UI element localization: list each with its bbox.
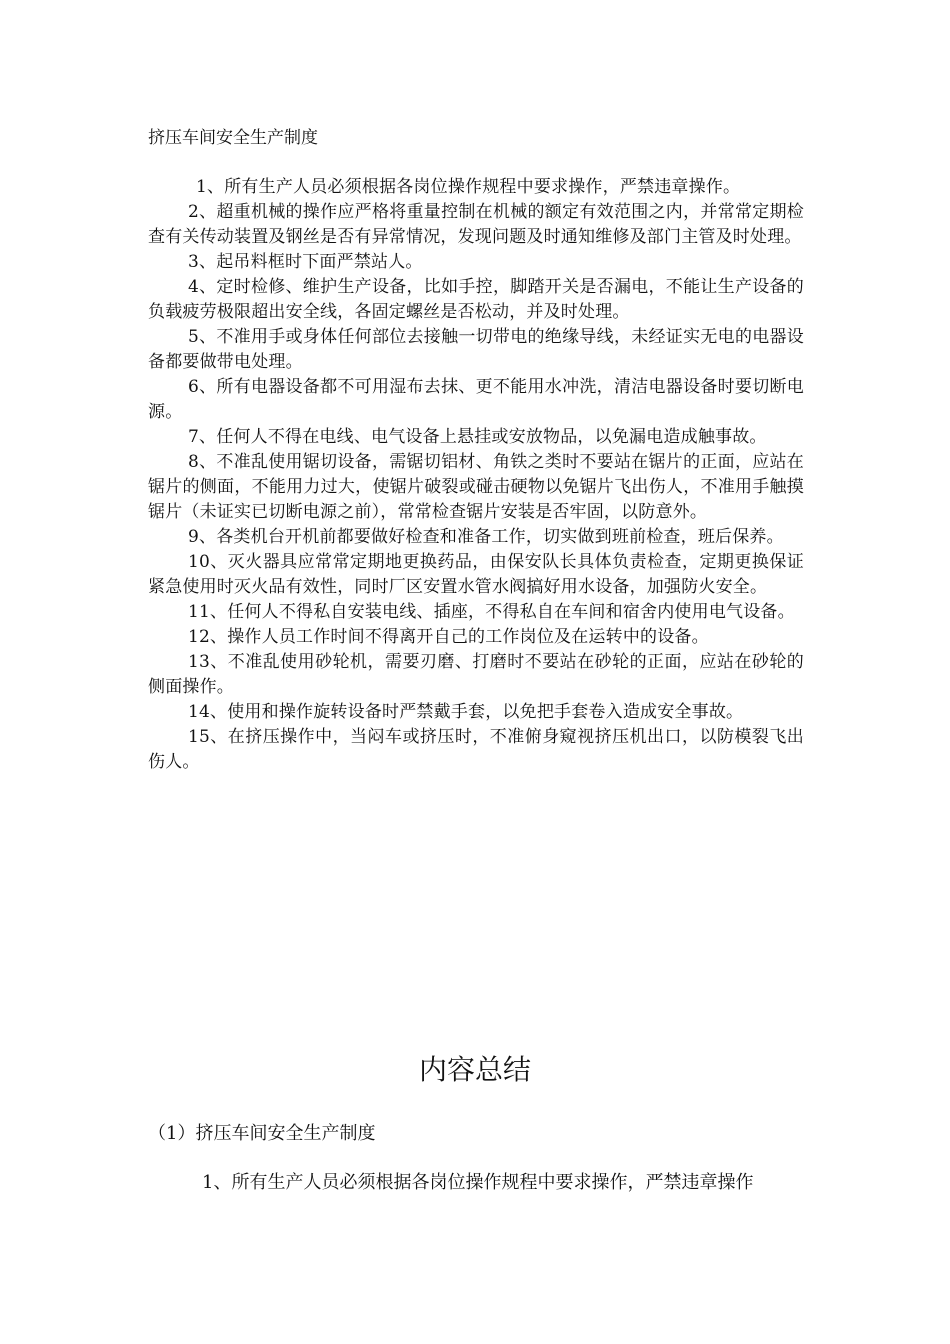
rule-item-9: 9、各类机台开机前都要做好检查和准备工作，切实做到班前检查，班后保养。	[188, 527, 784, 547]
summary-paragraph: 1、所有生产人员必须根据各岗位操作规程中要求操作，严禁违章操作	[202, 1172, 754, 1193]
rule-item-4: 4、定时检修、维护生产设备，比如手控，脚踏开关是否漏电，不能让生产设备的负载疲劳极限超出安全线，各固定螺丝是否松动，并及时处理。	[148, 277, 804, 322]
summary-subheading: （1）挤压车间安全生产制度	[148, 1123, 376, 1144]
summary-heading: 内容总结	[418, 1053, 531, 1086]
rule-item-6: 6、所有电器设备都不可用湿布去抹、更不能用水冲洗，清洁电器设备时要切断电源。	[148, 377, 804, 422]
rule-item-15: 15、在挤压操作中，当闷车或挤压时，不准俯身窥视挤压机出口，以防模裂飞出伤人。	[148, 727, 804, 772]
rule-item-14: 14、使用和操作旋转设备时严禁戴手套，以免把手套卷入造成安全事故。	[188, 702, 744, 722]
rule-item-5: 5、不准用手或身体任何部位去接触一切带电的绝缘导线，未经证实无电的电器设备都要做带电处理。	[148, 327, 804, 372]
rules-list	[148, 175, 804, 775]
rule-item-1: 1、所有生产人员必须根据各岗位操作规程中要求操作，严禁违章操作。	[196, 177, 741, 197]
rule-item-8: 8、不准乱使用锯切设备，需锯切铝材、角铁之类时不要站在锯片的正面，应站在锯片的侧面，不能用力过大，使锯片破裂或碰击硬物以免锯片飞出伤人，不准用手触摸锯片（未证实已切断电源之前），常常检查锯片安装是否牢固，以防意外。	[148, 452, 804, 522]
document-title: 挤压车间安全生产制度	[148, 128, 318, 148]
rule-item-11: 11、任何人不得私自安装电线、插座，不得私自在车间和宿舍内使用电气设备。	[188, 602, 795, 622]
rule-item-3: 3、起吊料框时下面严禁站人。	[188, 252, 423, 272]
rule-item-2: 2、超重机械的操作应严格将重量控制在机械的额定有效范围之内，并常常定期检查有关传动装置及钢丝是否有异常情况，发现问题及时通知维修及部门主管及时处理。	[148, 202, 804, 247]
rule-item-12: 12、操作人员工作时间不得离开自己的工作岗位及在运转中的设备。	[188, 627, 709, 647]
rule-item-7: 7、任何人不得在电线、电气设备上悬挂或安放物品，以免漏电造成触事故。	[188, 427, 767, 447]
rule-item-10: 10、灭火器具应常常定期地更换药品，由保安队长具体负责检查，定期更换保证紧急使用时灭火品有效性，同时厂区安置水管水阀搞好用水设备，加强防火安全。	[148, 552, 804, 597]
rule-item-13: 13、不准乱使用砂轮机，需要刃磨、打磨时不要站在砂轮的正面，应站在砂轮的侧面操作。	[148, 652, 804, 697]
